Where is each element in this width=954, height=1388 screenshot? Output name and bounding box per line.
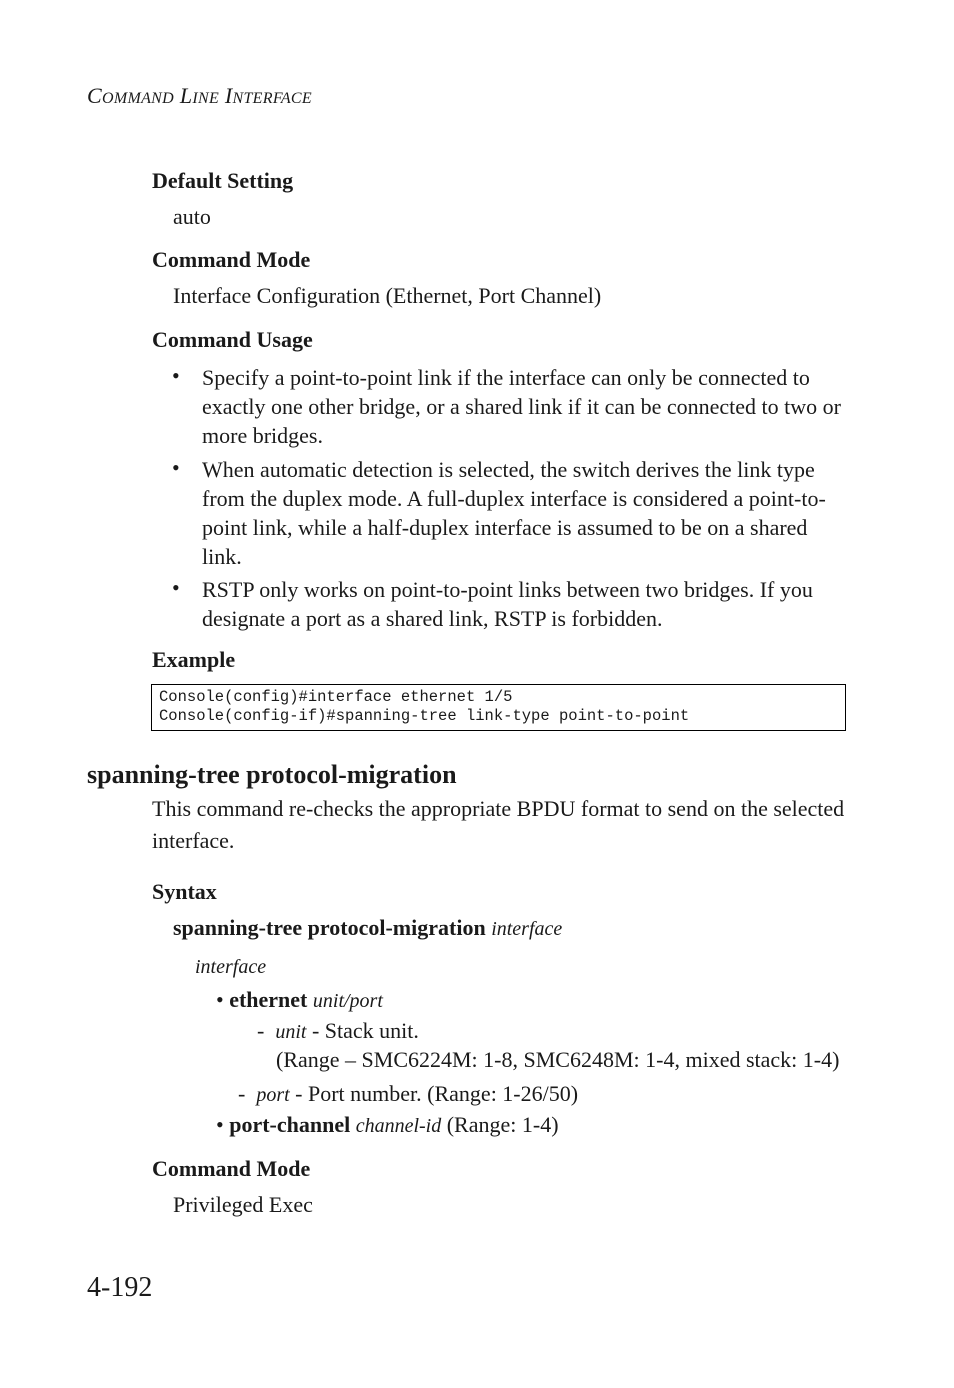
param-ethernet: • ethernet unit/port xyxy=(216,987,383,1012)
example-heading: Example xyxy=(152,647,236,672)
param-port-channel: • port-channel channel-id (Range: 1-4) xyxy=(216,1112,559,1137)
command-mode-value-2: Privileged Exec xyxy=(173,1192,313,1217)
command-mode-heading: Command Mode xyxy=(152,247,311,272)
usage-bullet-1: Specify a point-to-point link if the interface can only be connected to exactly one other bridge, or a shared link if it can be connected to two or more bridges. xyxy=(202,365,841,448)
section-title: spanning-tree protocol-migration xyxy=(87,760,457,789)
default-setting-value: auto xyxy=(173,204,211,229)
command-mode-value: Interface Configuration (Ethernet, Port Channel) xyxy=(173,283,602,308)
syntax-heading: Syntax xyxy=(152,879,217,904)
default-setting-heading: Default Setting xyxy=(152,168,294,193)
command-mode-heading-2: Command Mode xyxy=(152,1156,311,1181)
running-header: COMMAND LINE INTERFACE xyxy=(87,83,312,108)
param-port: - port - Port number. (Range: 1-26/50) xyxy=(238,1081,579,1106)
param-interface: interface xyxy=(195,956,267,978)
usage-bullet-2: When automatic detection is selected, the switch derives the link type from the duplex mode. A full-duplex interface is considered a point-to-point link, while a half-duplex interface is assumed to be on a shared link. xyxy=(202,457,826,569)
bullet-marker: • xyxy=(172,575,180,600)
code-line: Console(config-if)#spanning-tree link-type point-to-point xyxy=(159,707,690,725)
bullet-marker: • xyxy=(172,455,180,480)
bullet-marker: • xyxy=(172,363,180,388)
example-code-box xyxy=(151,684,846,731)
section-description: This command re-checks the appropriate BPDU format to send on the selected interface. xyxy=(152,796,845,853)
param-unit-range: (Range – SMC6224M: 1-8, SMC6248M: 1-4, mixed stack: 1-4) xyxy=(276,1047,840,1072)
code-line: Console(config)#interface ethernet 1/5 xyxy=(159,688,513,706)
param-unit: - unit - Stack unit. xyxy=(257,1018,419,1043)
command-usage-heading: Command Usage xyxy=(152,327,313,352)
syntax-command: spanning-tree protocol-migration interface xyxy=(173,915,563,940)
page-number: 4-192 xyxy=(87,1272,153,1303)
usage-bullet-3: RSTP only works on point-to-point links between two bridges. If you designate a port as a shared link, RSTP is forbidden. xyxy=(202,577,813,631)
